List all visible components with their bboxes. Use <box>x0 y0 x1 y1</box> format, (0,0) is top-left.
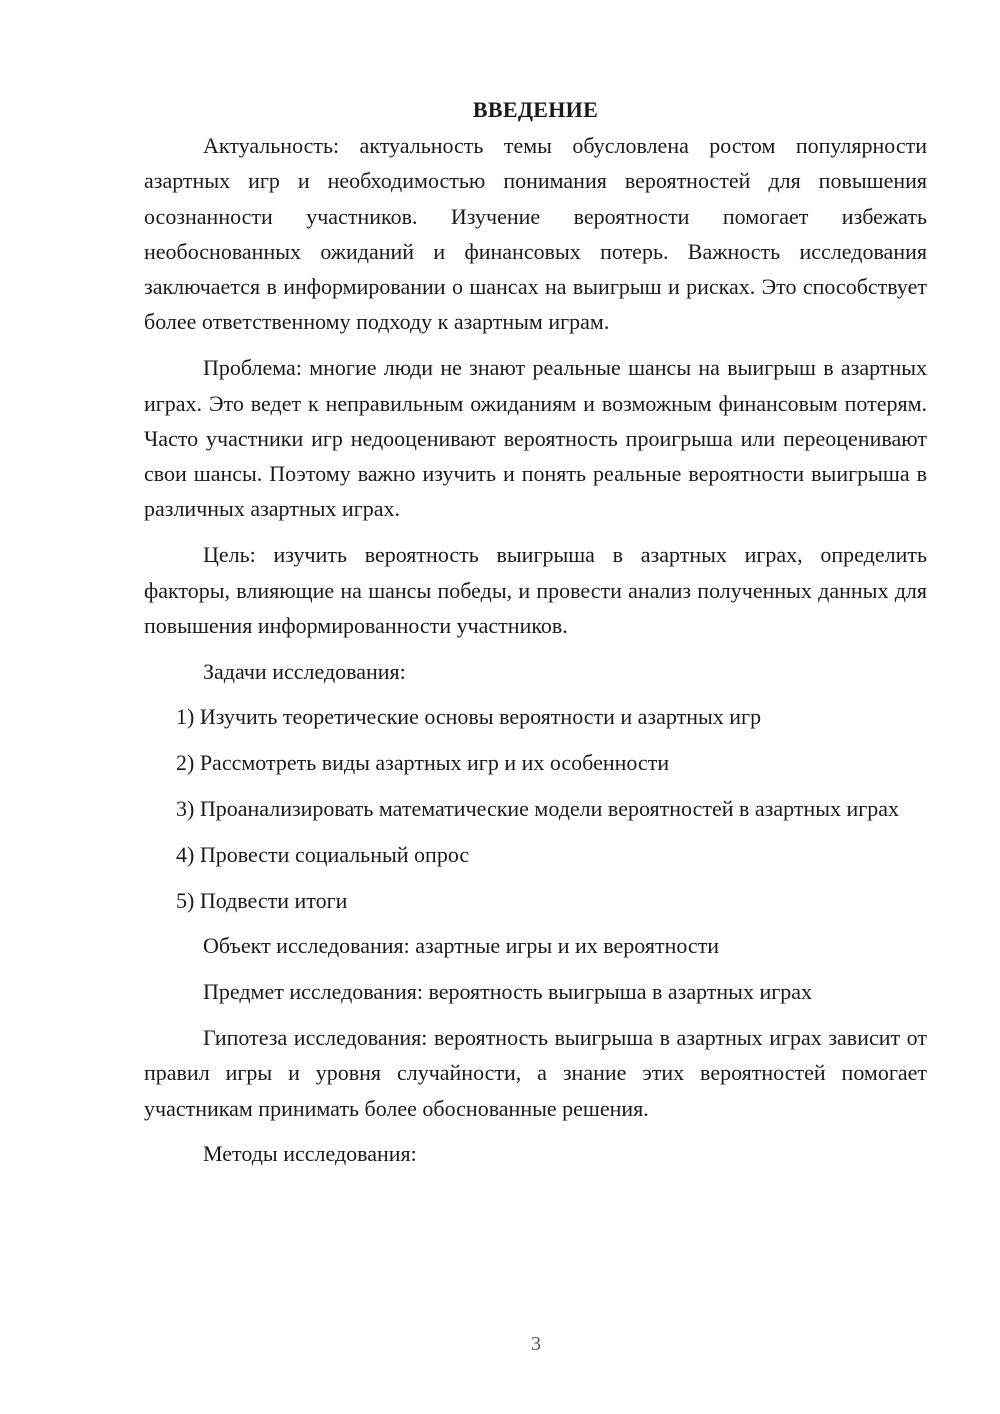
methods-title: Методы исследования: <box>203 1141 417 1167</box>
tasks-title: Задачи исследования: <box>203 658 406 684</box>
relevance-paragraph: Актуальность: актуальность темы обусловлена ростом популярности азартных игр и необходимостью понимания вероятностей для повышения осознанности участников. Изучение вероятности помогает избежать необоснованных ожиданий и финансовых потерь. Важность исследования заключается в информировании о шансах на выигрыш и рисках. Это способствует более ответственному подходу к азартным играм. <box>144 133 927 335</box>
research-object: Объект исследования: азартные игры и их вероятности <box>203 933 720 959</box>
task-item-5: 5) Подвести итоги <box>176 887 348 913</box>
task-item-2: 2) Рассмотреть виды азартных игр и их особенности <box>176 750 670 776</box>
research-subject: Предмет исследования: вероятность выигрыша в азартных играх <box>203 979 813 1005</box>
page-number: 3 <box>531 1333 541 1355</box>
section-heading: ВВЕДЕНИЕ <box>472 97 599 122</box>
task-item-4: 4) Провести социальный опрос <box>176 841 470 867</box>
task-item-3: 3) Проанализировать математические модели вероятностей в азартных играх <box>176 796 900 822</box>
task-item-1: 1) Изучить теоретические основы вероятности и азартных игр <box>176 704 762 730</box>
document-page <box>144 92 927 1182</box>
goal-paragraph: Цель: изучить вероятность выигрыша в азартных играх, определить факторы, влияющие на шансы победы, и провести анализ полученных данных для повышения информированности участников. <box>144 542 927 638</box>
hypothesis-paragraph: Гипотеза исследования: вероятность выигрыша в азартных играх зависит от правил игры и уровня случайности, а знание этих вероятностей помогает участникам принимать более обоснованные решения. <box>144 1025 927 1121</box>
problem-paragraph: Проблема: многие люди не знают реальные шансы на выигрыш в азартных играх. Это ведет к неправильным ожиданиям и возможным финансовым потерям. Часто участники игр недооценивают вероятность проигрыша или переоценивают свои шансы. Поэтому важно изучить и понять реальные вероятности выигрыша в различных азартных играх. <box>144 355 927 522</box>
